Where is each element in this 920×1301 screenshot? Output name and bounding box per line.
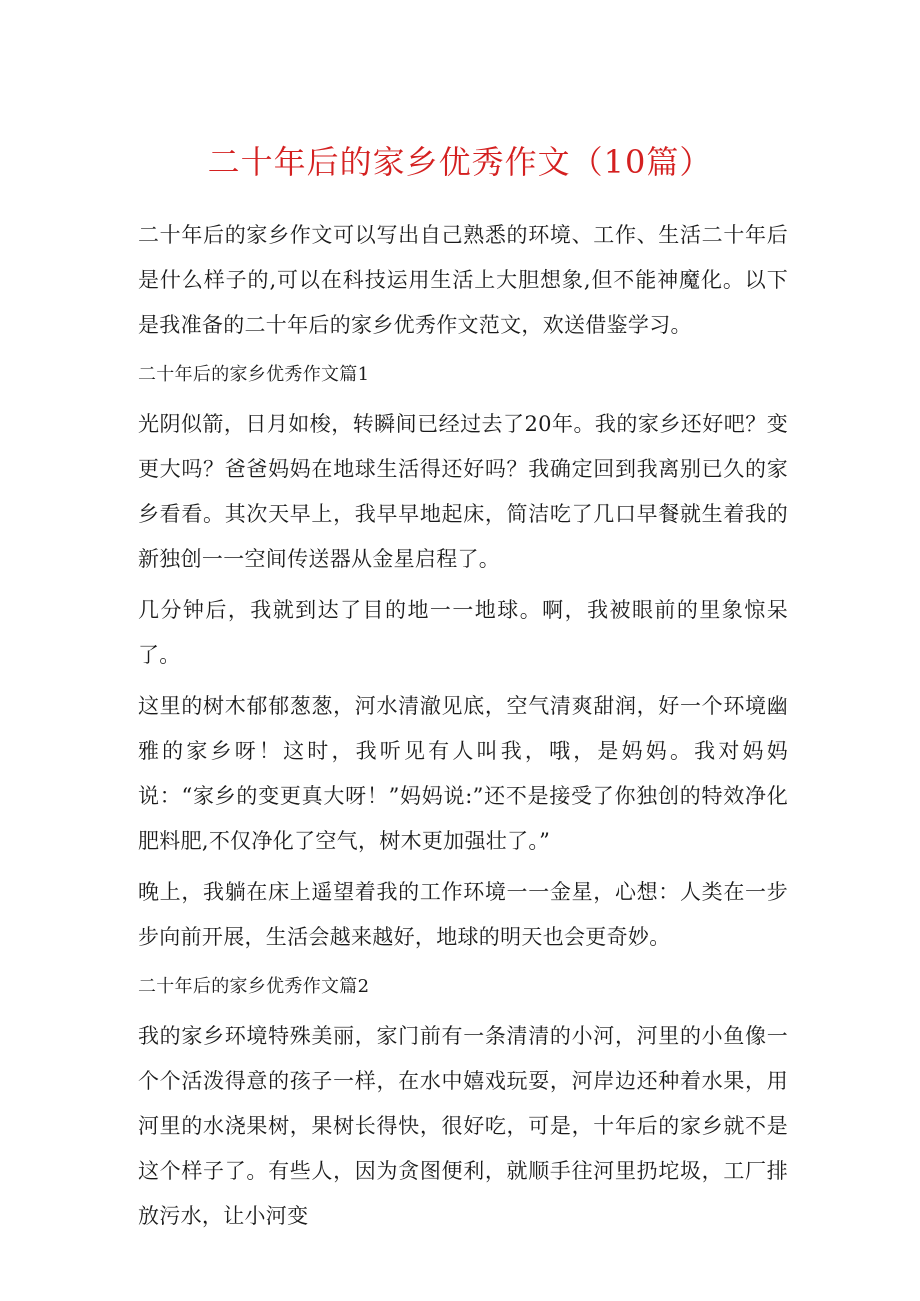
section-heading-2: 二十年后的家乡优秀作文篇2 <box>138 976 370 997</box>
section1-paragraph: 这里的树木郁郁葱葱，河水清澈见底，空气清爽甜润，好一个环境幽雅的家乡呀！这时，我听见有人叫我，哦，是妈妈。我对妈妈说：“家乡的变更真大呀！”妈妈说:”还不是接受了你独创的特效净化肥料肥,不仅净化了空气，树木更加强壮了。” <box>138 694 788 853</box>
section1-paragraph: 光阴似箭，日月如梭，转瞬间已经过去了20年。我的家乡还好吧？变更大吗？爸爸妈妈在地球生活得还好吗？我确定回到我离别已久的家乡看看。其次天早上，我早早地起床，简洁吃了几口早餐就生着我的新独创一一空间传送器从金星启程了。 <box>138 412 788 571</box>
document-title: 二十年后的家乡优秀作文（10篇） <box>207 143 713 181</box>
section2-paragraph: 我的家乡环境特殊美丽，家门前有一条清清的小河，河里的小鱼像一个个活泼得意的孩子一样，在水中嬉戏玩耍，河岸边还种着水果，用河里的水浇果树，果树长得快，很好吃，可是，十年后的家乡就不是这个样子了。有些人，因为贪图便利，就顺手往河里扔坨圾，工厂排放污水，让小河变 <box>138 1024 788 1228</box>
section1-paragraph: 晚上，我躺在床上遥望着我的工作环境一一金星，心想：人类在一步步向前开展，生活会越来越好，地球的明天也会更奇妙。 <box>138 880 788 949</box>
document-body <box>138 213 788 1245</box>
intro-paragraph: 二十年后的家乡作文可以写出自己熟悉的环境、工作、生活二十年后是什么样子的,可以在科技运用生活上大胆想象,但不能神魔化。以下是我准备的二十年后的家乡优秀作文范文，欢送借鉴学习。 <box>138 223 788 337</box>
section-heading-1: 二十年后的家乡优秀作文篇1 <box>138 364 370 385</box>
section1-paragraph: 几分钟后，我就到达了目的地一一地球。啊，我被眼前的里象惊呆了。 <box>138 598 788 667</box>
